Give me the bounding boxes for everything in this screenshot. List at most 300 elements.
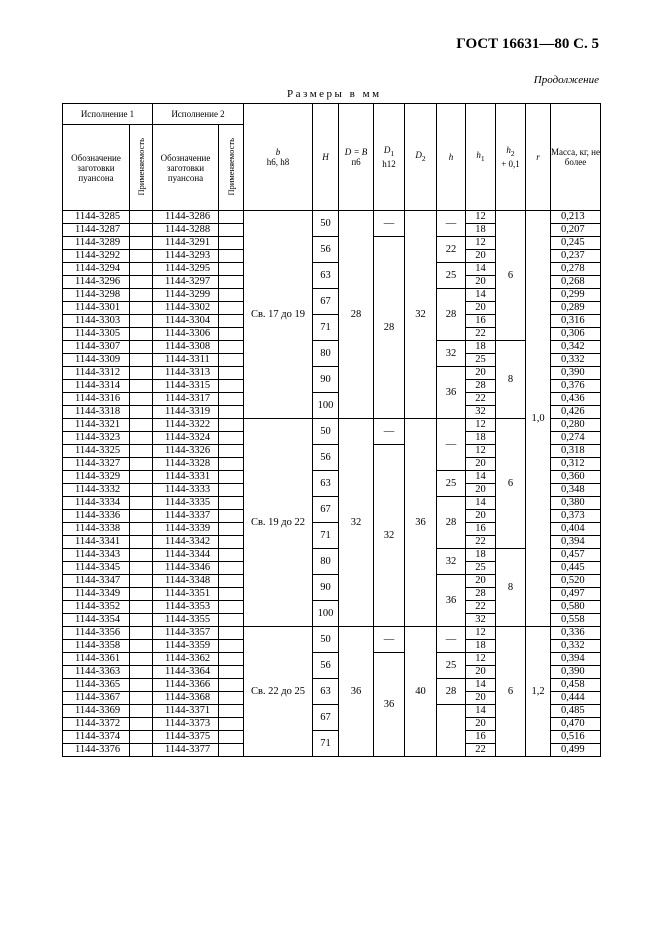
mass-value: 0,336 xyxy=(551,627,601,640)
applicability-2 xyxy=(219,406,244,419)
applicability-1 xyxy=(130,575,153,588)
applicability-1 xyxy=(130,744,153,757)
applicability-1 xyxy=(130,731,153,744)
H-value: 50 xyxy=(313,627,339,653)
blank-code-1: 1144-3376 xyxy=(63,744,130,757)
r-header: r xyxy=(526,104,551,211)
blank-code-2: 1144-3337 xyxy=(153,510,219,523)
h1-value: 20 xyxy=(466,575,496,588)
b-value: Св. 19 до 22 xyxy=(244,419,313,627)
mass-value: 0,516 xyxy=(551,731,601,744)
mass-value: 0,470 xyxy=(551,718,601,731)
h1-value: 25 xyxy=(466,354,496,367)
H-value: 71 xyxy=(313,523,339,549)
H-value: 80 xyxy=(313,341,339,367)
dimensions-table xyxy=(62,103,601,757)
blank-code-1: 1144-3309 xyxy=(63,354,130,367)
mass-value: 0,274 xyxy=(551,432,601,445)
h1-value: 12 xyxy=(466,211,496,224)
blank-code-2: 1144-3333 xyxy=(153,484,219,497)
blank-code-1: 1144-3292 xyxy=(63,250,130,263)
h1-value: 22 xyxy=(466,328,496,341)
h1-value: 20 xyxy=(466,718,496,731)
mass-value: 0,376 xyxy=(551,380,601,393)
applicability-2 xyxy=(219,510,244,523)
H-value: 63 xyxy=(313,679,339,705)
blank-code-1: 1144-3374 xyxy=(63,731,130,744)
h1-value: 18 xyxy=(466,432,496,445)
D2-header: $D_2$ xyxy=(405,104,437,211)
applicability-1 xyxy=(130,562,153,575)
D1-value: — xyxy=(374,211,405,237)
applicability-2 xyxy=(219,341,244,354)
blank-code-1: 1144-3349 xyxy=(63,588,130,601)
H-value: 100 xyxy=(313,601,339,627)
mass-value: 0,373 xyxy=(551,510,601,523)
h1-value: 18 xyxy=(466,341,496,354)
blank-code-2: 1144-3311 xyxy=(153,354,219,367)
H-header: H xyxy=(313,104,339,211)
h1-value: 12 xyxy=(466,419,496,432)
table-row xyxy=(63,419,601,432)
applicability-2 xyxy=(219,237,244,250)
h1-value: 20 xyxy=(466,666,496,679)
h-value xyxy=(437,705,466,757)
blank-code-2: 1144-3331 xyxy=(153,471,219,484)
mass-value: 0,245 xyxy=(551,237,601,250)
applicability-1 xyxy=(130,419,153,432)
h1-value: 20 xyxy=(466,302,496,315)
applicability-1 xyxy=(130,354,153,367)
mass-value: 0,458 xyxy=(551,679,601,692)
applicability-1 xyxy=(130,640,153,653)
H-value: 67 xyxy=(313,289,339,315)
applicability-1 xyxy=(130,536,153,549)
oboz-1-header: Обозначение заготовки пуансона xyxy=(63,125,130,211)
blank-code-1: 1144-3323 xyxy=(63,432,130,445)
applicability-2 xyxy=(219,302,244,315)
h1-value: 14 xyxy=(466,471,496,484)
mass-value: 0,436 xyxy=(551,393,601,406)
mass-value: 0,348 xyxy=(551,484,601,497)
H-value: 56 xyxy=(313,237,339,263)
applicability-2 xyxy=(219,380,244,393)
h1-value: 14 xyxy=(466,497,496,510)
mass-value: 0,332 xyxy=(551,354,601,367)
applicability-1 xyxy=(130,718,153,731)
table-row xyxy=(63,341,601,354)
applicability-2 xyxy=(219,471,244,484)
blank-code-1: 1144-3334 xyxy=(63,497,130,510)
table-row xyxy=(63,211,601,224)
blank-code-1: 1144-3347 xyxy=(63,575,130,588)
mass-value: 0,316 xyxy=(551,315,601,328)
h1-value: 20 xyxy=(466,510,496,523)
applicability-2 xyxy=(219,276,244,289)
h1-value: 28 xyxy=(466,588,496,601)
h1-value: 22 xyxy=(466,744,496,757)
h1-value: 14 xyxy=(466,679,496,692)
blank-code-2: 1144-3308 xyxy=(153,341,219,354)
applicability-1 xyxy=(130,380,153,393)
r-value: 1,2 xyxy=(526,627,551,757)
applicability-2 xyxy=(219,315,244,328)
applicability-1 xyxy=(130,705,153,718)
blank-code-1: 1144-3321 xyxy=(63,419,130,432)
applicability-1 xyxy=(130,471,153,484)
mass-value: 0,444 xyxy=(551,692,601,705)
ispolnenie-2-header: Исполнение 2 xyxy=(153,104,244,125)
applicability-1 xyxy=(130,679,153,692)
blank-code-2: 1144-3375 xyxy=(153,731,219,744)
applicability-1 xyxy=(130,237,153,250)
blank-code-2: 1144-3335 xyxy=(153,497,219,510)
h2-value: 8 xyxy=(496,341,526,419)
applicability-1 xyxy=(130,549,153,562)
applicability-1 xyxy=(130,432,153,445)
applicability-1 xyxy=(130,497,153,510)
h1-value: 12 xyxy=(466,627,496,640)
H-value: 50 xyxy=(313,419,339,445)
applicability-1 xyxy=(130,510,153,523)
blank-code-1: 1144-3338 xyxy=(63,523,130,536)
blank-code-1: 1144-3285 xyxy=(63,211,130,224)
h-value: — xyxy=(437,211,466,237)
h-value: 28 xyxy=(437,289,466,341)
applicability-1 xyxy=(130,484,153,497)
blank-code-1: 1144-3343 xyxy=(63,549,130,562)
blank-code-1: 1144-3352 xyxy=(63,601,130,614)
blank-code-2: 1144-3351 xyxy=(153,588,219,601)
applicability-2 xyxy=(219,666,244,679)
applicability-1 xyxy=(130,601,153,614)
h1-value: 22 xyxy=(466,536,496,549)
applicability-2 xyxy=(219,328,244,341)
applicability-1 xyxy=(130,289,153,302)
D2-value: 36 xyxy=(405,419,437,627)
blank-code-2: 1144-3295 xyxy=(153,263,219,276)
blank-code-1: 1144-3345 xyxy=(63,562,130,575)
D1-value: 28 xyxy=(374,237,405,419)
applicability-1 xyxy=(130,653,153,666)
h1-value: 18 xyxy=(466,640,496,653)
applicability-1 xyxy=(130,393,153,406)
blank-code-1: 1144-3301 xyxy=(63,302,130,315)
D1-value: — xyxy=(374,627,405,653)
DB-value: 28 xyxy=(339,211,374,419)
blank-code-2: 1144-3353 xyxy=(153,601,219,614)
applicability-2 xyxy=(219,679,244,692)
applicability-2 xyxy=(219,627,244,640)
mass-value: 0,280 xyxy=(551,419,601,432)
mass-value: 0,394 xyxy=(551,653,601,666)
blank-code-1: 1144-3312 xyxy=(63,367,130,380)
mass-value: 0,312 xyxy=(551,458,601,471)
blank-code-1: 1144-3287 xyxy=(63,224,130,237)
blank-code-1: 1144-3369 xyxy=(63,705,130,718)
h1-value: 20 xyxy=(466,484,496,497)
h1-value: 28 xyxy=(466,380,496,393)
D1-value: — xyxy=(374,419,405,445)
h2-value: 6 xyxy=(496,211,526,341)
H-value: 71 xyxy=(313,731,339,757)
applicability-2 xyxy=(219,354,244,367)
blank-code-1: 1144-3332 xyxy=(63,484,130,497)
blank-code-1: 1144-3365 xyxy=(63,679,130,692)
mass-value: 0,342 xyxy=(551,341,601,354)
mass-value: 0,289 xyxy=(551,302,601,315)
mass-value: 0,278 xyxy=(551,263,601,276)
blank-code-2: 1144-3293 xyxy=(153,250,219,263)
h2-header: $h_2$ + 0,1 xyxy=(496,104,526,211)
h1-header: $h_1$ xyxy=(466,104,496,211)
blank-code-1: 1144-3329 xyxy=(63,471,130,484)
blank-code-1: 1144-3303 xyxy=(63,315,130,328)
blank-code-2: 1144-3315 xyxy=(153,380,219,393)
page-header: ГОСТ 16631—80 С. 5 xyxy=(456,36,599,52)
h-value: 36 xyxy=(437,367,466,419)
applicability-2 xyxy=(219,497,244,510)
h1-value: 20 xyxy=(466,250,496,263)
h1-value: 22 xyxy=(466,393,496,406)
sizes-caption: Размеры в мм xyxy=(287,88,382,100)
mass-value: 0,207 xyxy=(551,224,601,237)
applicability-2 xyxy=(219,588,244,601)
mass-value: 0,332 xyxy=(551,640,601,653)
applicability-1 xyxy=(130,367,153,380)
h1-value: 14 xyxy=(466,705,496,718)
r-value: 1,0 xyxy=(526,211,551,627)
blank-code-1: 1144-3318 xyxy=(63,406,130,419)
applicability-1 xyxy=(130,315,153,328)
applicability-1 xyxy=(130,627,153,640)
mass-value: 0,213 xyxy=(551,211,601,224)
h-value: 28 xyxy=(437,679,466,705)
H-value: 90 xyxy=(313,575,339,601)
h-value: 32 xyxy=(437,549,466,575)
h-value: 22 xyxy=(437,237,466,263)
blank-code-2: 1144-3302 xyxy=(153,302,219,315)
blank-code-1: 1144-3289 xyxy=(63,237,130,250)
blank-code-1: 1144-3327 xyxy=(63,458,130,471)
h-value: — xyxy=(437,419,466,471)
blank-code-1: 1144-3316 xyxy=(63,393,130,406)
blank-code-1: 1144-3372 xyxy=(63,718,130,731)
blank-code-1: 1144-3363 xyxy=(63,666,130,679)
blank-code-1: 1144-3296 xyxy=(63,276,130,289)
H-value: 50 xyxy=(313,211,339,237)
mass-header: Масса, кг, не более xyxy=(551,104,601,211)
blank-code-2: 1144-3342 xyxy=(153,536,219,549)
blank-code-1: 1144-3336 xyxy=(63,510,130,523)
h1-value: 16 xyxy=(466,523,496,536)
mass-value: 0,390 xyxy=(551,367,601,380)
applicability-2 xyxy=(219,224,244,237)
blank-code-2: 1144-3373 xyxy=(153,718,219,731)
D1-header: $D_1$ h12 xyxy=(374,104,405,211)
mass-value: 0,394 xyxy=(551,536,601,549)
blank-code-1: 1144-3354 xyxy=(63,614,130,627)
h2-value: 8 xyxy=(496,549,526,627)
h1-value: 16 xyxy=(466,731,496,744)
blank-code-1: 1144-3356 xyxy=(63,627,130,640)
prim-2-header: Применяемость xyxy=(219,125,244,211)
applicability-1 xyxy=(130,445,153,458)
applicability-2 xyxy=(219,250,244,263)
blank-code-2: 1144-3288 xyxy=(153,224,219,237)
prim-1-header: Применяемость xyxy=(130,125,153,211)
blank-code-2: 1144-3326 xyxy=(153,445,219,458)
table-body xyxy=(63,211,601,757)
blank-code-1: 1144-3298 xyxy=(63,289,130,302)
mass-value: 0,520 xyxy=(551,575,601,588)
mass-value: 0,580 xyxy=(551,601,601,614)
mass-value: 0,426 xyxy=(551,406,601,419)
continuation-label: Продолжение xyxy=(533,74,599,86)
D1-value: 32 xyxy=(374,445,405,627)
b-header: b h6, h8 xyxy=(244,104,313,211)
blank-code-2: 1144-3348 xyxy=(153,575,219,588)
blank-code-2: 1144-3317 xyxy=(153,393,219,406)
h1-value: 14 xyxy=(466,289,496,302)
applicability-2 xyxy=(219,614,244,627)
h-header: h xyxy=(437,104,466,211)
applicability-1 xyxy=(130,224,153,237)
b-value: Св. 17 до 19 xyxy=(244,211,313,419)
H-value: 67 xyxy=(313,497,339,523)
h-value: 25 xyxy=(437,471,466,497)
h-value: 25 xyxy=(437,263,466,289)
mass-value: 0,237 xyxy=(551,250,601,263)
H-value: 71 xyxy=(313,315,339,341)
blank-code-2: 1144-3344 xyxy=(153,549,219,562)
blank-code-2: 1144-3319 xyxy=(153,406,219,419)
applicability-2 xyxy=(219,419,244,432)
mass-value: 0,499 xyxy=(551,744,601,757)
blank-code-1: 1144-3361 xyxy=(63,653,130,666)
applicability-2 xyxy=(219,744,244,757)
blank-code-1: 1144-3294 xyxy=(63,263,130,276)
applicability-1 xyxy=(130,341,153,354)
mass-value: 0,360 xyxy=(551,471,601,484)
applicability-2 xyxy=(219,393,244,406)
h1-value: 20 xyxy=(466,458,496,471)
h1-value: 20 xyxy=(466,692,496,705)
blank-code-2: 1144-3366 xyxy=(153,679,219,692)
h-value: 36 xyxy=(437,575,466,627)
blank-code-2: 1144-3364 xyxy=(153,666,219,679)
blank-code-2: 1144-3322 xyxy=(153,419,219,432)
applicability-1 xyxy=(130,588,153,601)
applicability-2 xyxy=(219,562,244,575)
applicability-2 xyxy=(219,458,244,471)
applicability-2 xyxy=(219,523,244,536)
blank-code-2: 1144-3359 xyxy=(153,640,219,653)
h-value: 28 xyxy=(437,497,466,549)
applicability-2 xyxy=(219,289,244,302)
mass-value: 0,306 xyxy=(551,328,601,341)
mass-value: 0,558 xyxy=(551,614,601,627)
applicability-2 xyxy=(219,718,244,731)
applicability-2 xyxy=(219,263,244,276)
blank-code-2: 1144-3304 xyxy=(153,315,219,328)
applicability-2 xyxy=(219,640,244,653)
H-value: 63 xyxy=(313,263,339,289)
D1-value: 36 xyxy=(374,653,405,757)
H-value: 100 xyxy=(313,393,339,419)
blank-code-2: 1144-3339 xyxy=(153,523,219,536)
applicability-2 xyxy=(219,653,244,666)
table-row xyxy=(63,627,601,640)
h1-value: 12 xyxy=(466,653,496,666)
mass-value: 0,457 xyxy=(551,549,601,562)
D2-value: 32 xyxy=(405,211,437,419)
applicability-1 xyxy=(130,666,153,679)
blank-code-2: 1144-3355 xyxy=(153,614,219,627)
h-value: — xyxy=(437,627,466,653)
applicability-2 xyxy=(219,549,244,562)
mass-value: 0,445 xyxy=(551,562,601,575)
DB-value: 36 xyxy=(339,627,374,757)
h1-value: 32 xyxy=(466,614,496,627)
applicability-1 xyxy=(130,614,153,627)
H-value: 56 xyxy=(313,653,339,679)
applicability-2 xyxy=(219,484,244,497)
blank-code-1: 1144-3341 xyxy=(63,536,130,549)
blank-code-2: 1144-3324 xyxy=(153,432,219,445)
ispolnenie-1-header: Исполнение 1 xyxy=(63,104,153,125)
applicability-2 xyxy=(219,367,244,380)
mass-value: 0,268 xyxy=(551,276,601,289)
applicability-2 xyxy=(219,705,244,718)
blank-code-1: 1144-3307 xyxy=(63,341,130,354)
mass-value: 0,318 xyxy=(551,445,601,458)
mass-value: 0,485 xyxy=(551,705,601,718)
mass-value: 0,497 xyxy=(551,588,601,601)
applicability-1 xyxy=(130,328,153,341)
h1-value: 16 xyxy=(466,315,496,328)
table-row xyxy=(63,549,601,562)
H-value: 56 xyxy=(313,445,339,471)
blank-code-1: 1144-3358 xyxy=(63,640,130,653)
mass-value: 0,380 xyxy=(551,497,601,510)
H-value: 90 xyxy=(313,367,339,393)
h1-value: 20 xyxy=(466,367,496,380)
blank-code-1: 1144-3305 xyxy=(63,328,130,341)
h1-value: 22 xyxy=(466,601,496,614)
applicability-2 xyxy=(219,731,244,744)
blank-code-1: 1144-3314 xyxy=(63,380,130,393)
DB-value: 32 xyxy=(339,419,374,627)
h1-value: 12 xyxy=(466,237,496,250)
blank-code-2: 1144-3306 xyxy=(153,328,219,341)
h1-value: 14 xyxy=(466,263,496,276)
blank-code-2: 1144-3299 xyxy=(153,289,219,302)
h1-value: 20 xyxy=(466,276,496,289)
applicability-1 xyxy=(130,302,153,315)
DB-header: D = B п6 xyxy=(339,104,374,211)
h1-value: 25 xyxy=(466,562,496,575)
applicability-1 xyxy=(130,523,153,536)
blank-code-2: 1144-3362 xyxy=(153,653,219,666)
applicability-2 xyxy=(219,575,244,588)
h1-value: 18 xyxy=(466,224,496,237)
applicability-1 xyxy=(130,250,153,263)
applicability-2 xyxy=(219,692,244,705)
h1-value: 32 xyxy=(466,406,496,419)
h2-value: 6 xyxy=(496,627,526,757)
applicability-2 xyxy=(219,445,244,458)
